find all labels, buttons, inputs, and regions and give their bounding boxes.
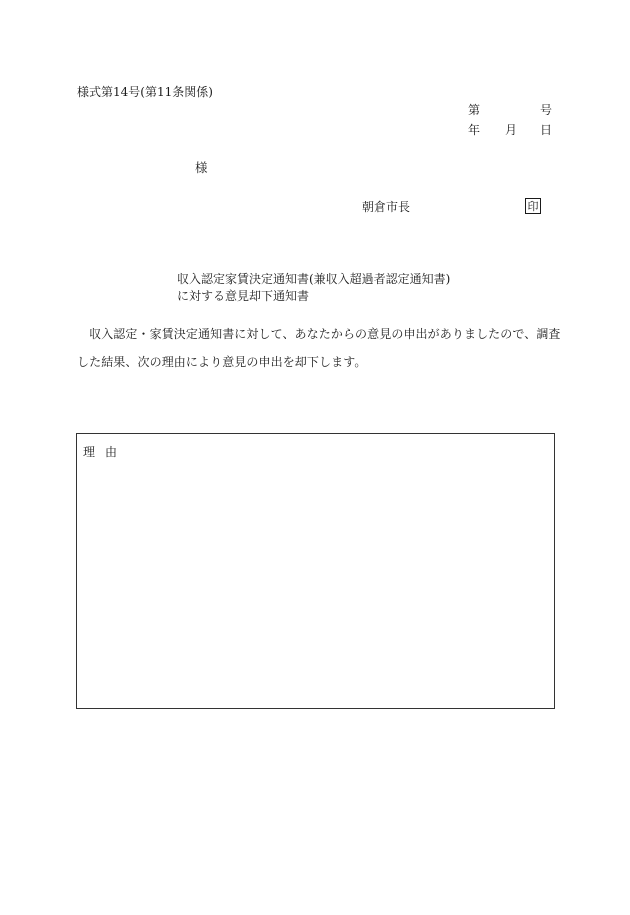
doc-number-suffix: 号 [540, 103, 553, 117]
body-text-line-1: 収入認定・家賃決定通知書に対して、あなたからの意見の申出がありましたので、調査 [77, 327, 561, 341]
date-year-label: 年 [468, 123, 481, 137]
date-month-label: 月 [505, 123, 518, 137]
seal-stamp-icon: 印 [525, 198, 541, 214]
reason-box [76, 433, 555, 709]
form-number: 様式第14号(第11条関係) [77, 85, 213, 99]
body-text-line-2: した結果、次の理由により意見の申出を却下します。 [77, 355, 367, 369]
document-title-line-2: に対する意見却下通知書 [177, 289, 310, 303]
date-day-label: 日 [540, 123, 553, 137]
addressee-honorific: 様 [195, 160, 208, 175]
doc-number-label: 第 [468, 103, 481, 117]
issuer-name: 朝倉市長 [362, 200, 411, 214]
reason-label: 理由 [83, 445, 128, 459]
document-title-line-1: 収入認定家賃決定通知書(兼収入超過者認定通知書) [177, 272, 451, 286]
